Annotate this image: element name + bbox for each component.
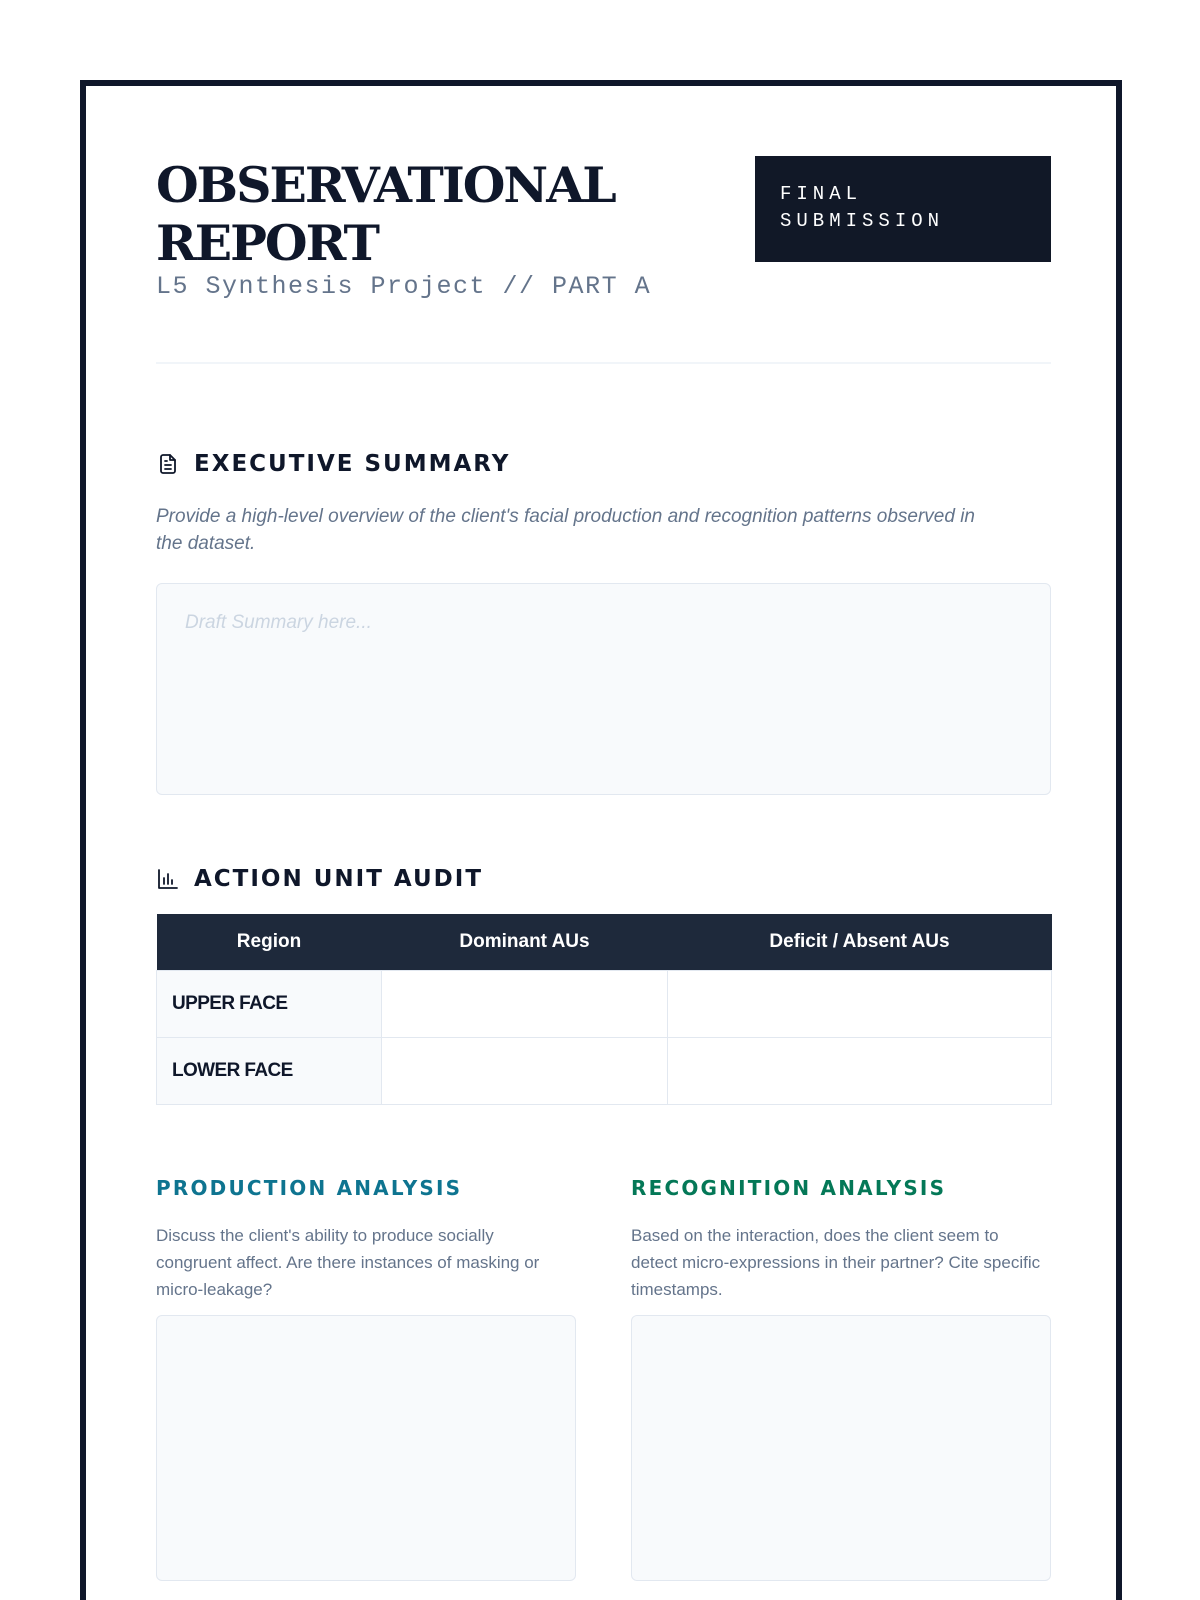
- column-header-region: Region: [157, 914, 382, 970]
- dominant-au-cell[interactable]: [382, 1037, 668, 1104]
- report-header: [156, 156, 1051, 366]
- executive-summary-title: EXECUTIVE SUMMARY: [194, 451, 511, 477]
- page-title: [156, 156, 615, 272]
- table-row: [157, 970, 1052, 1037]
- production-analysis-description: Discuss the client's ability to produce socially congruent affect. Are there instances of masking or micro-leakage?: [156, 1226, 540, 1299]
- stamp-line-2: SUBMISSION: [780, 210, 945, 232]
- executive-summary-heading: [156, 451, 1051, 477]
- production-analysis-input[interactable]: [156, 1315, 576, 1581]
- title-line-1: OBSERVATIONAL: [156, 156, 615, 214]
- executive-summary-input[interactable]: [156, 583, 1051, 795]
- submission-stamp: [755, 156, 1051, 262]
- stamp-line-1: FINAL: [780, 183, 863, 205]
- region-cell: UPPER FACE: [157, 970, 382, 1037]
- recognition-analysis-description: Based on the interaction, does the client seem to detect micro-expressions in their partner? Cite specific timestamps.: [631, 1226, 1041, 1299]
- bar-chart-icon: [156, 867, 180, 891]
- document-icon: [156, 452, 180, 476]
- report-sheet: [80, 80, 1122, 1600]
- executive-summary-instruction: Provide a high-level overview of the client's facial production and recognition patterns observed in the dataset.: [156, 506, 975, 554]
- analysis-section: [156, 1176, 1051, 1596]
- action-unit-audit-heading: [156, 866, 1051, 892]
- action-unit-audit-section: [156, 866, 1051, 1105]
- dominant-au-cell[interactable]: [382, 970, 668, 1037]
- action-unit-audit-title: ACTION UNIT AUDIT: [194, 866, 484, 892]
- title-line-2: REPORT: [156, 214, 378, 272]
- action-unit-table: [156, 914, 1052, 1105]
- recognition-analysis-title: RECOGNITION ANALYSIS: [631, 1176, 947, 1200]
- deficit-au-cell[interactable]: [668, 970, 1052, 1037]
- deficit-au-cell[interactable]: [668, 1037, 1052, 1104]
- executive-summary-placeholder: Draft Summary here...: [185, 612, 372, 633]
- recognition-analysis-input[interactable]: [631, 1315, 1051, 1581]
- executive-summary-section: [156, 451, 1051, 795]
- table-header-row: [157, 914, 1052, 970]
- column-header-dominant: Dominant AUs: [382, 914, 668, 970]
- production-analysis-column: [156, 1176, 576, 1581]
- column-header-deficit: Deficit / Absent AUs: [668, 914, 1052, 970]
- table-row: [157, 1037, 1052, 1104]
- report-content: [156, 156, 1051, 1299]
- recognition-analysis-column: [631, 1176, 1051, 1581]
- header-divider: [156, 362, 1051, 364]
- page-subtitle: L5 Synthesis Project // PART A: [156, 272, 652, 301]
- production-analysis-title: PRODUCTION ANALYSIS: [156, 1176, 463, 1200]
- region-cell: LOWER FACE: [157, 1037, 382, 1104]
